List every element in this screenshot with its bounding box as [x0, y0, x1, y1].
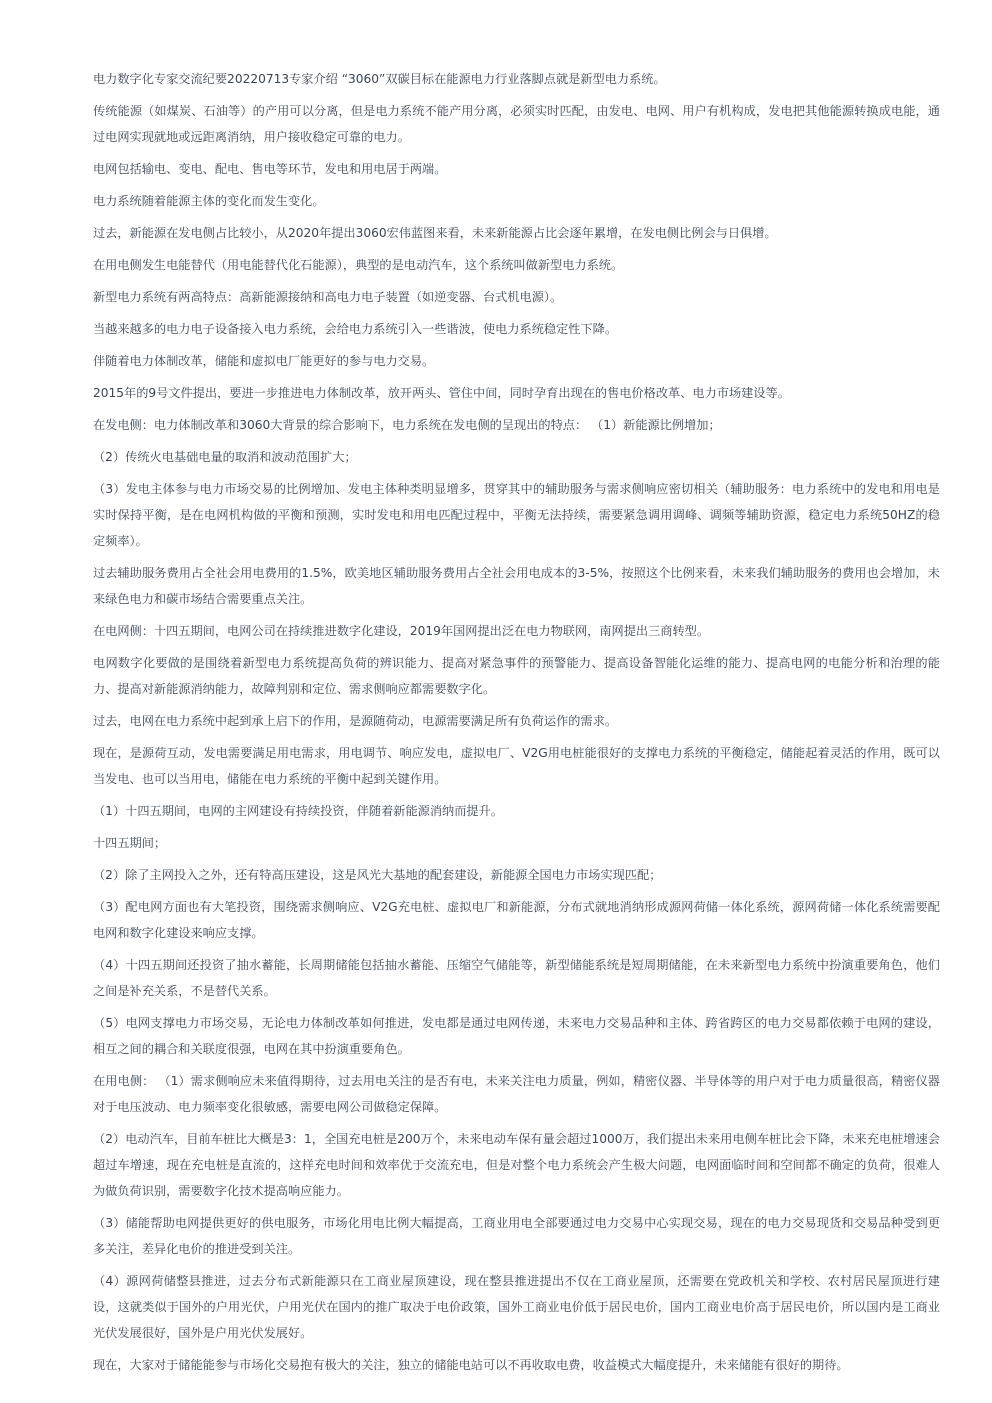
paragraph: 电力数字化专家交流纪要20220713专家介绍 “3060”双碳目标在能源电力行业落脚点就是新型电力系统。 [93, 72, 666, 86]
paragraph: （5）电网支撑电力市场交易，无论电力体制改革如何推进，发电都是通过电网传递，未来电力交易品种和主体、跨省跨区的电力交易都依赖于电网的建设，相互之间的耦合和关联度很强，电网在其中扮演重要角色。 [93, 1016, 940, 1056]
paragraph: 十四五期间； [93, 836, 167, 850]
paragraph: （2）传统火电基础电量的取消和波动范围扩大； [93, 450, 357, 464]
paragraph: 在用电侧： （1）需求侧响应未来值得期待，过去用电关注的是否有电，未来关注电力质量，例如，精密仪器、半导体等的用户对于电力质量很高，精密仪器对于电压波动、电力频率变化很敏感，需要电网公司做稳定保障。 [93, 1074, 940, 1114]
paragraph: 传统能源（如煤炭、石油等）的产用可以分离，但是电力系统不能产用分离，必须实时匹配，由发电、电网、用户有机构成，发电把其他能源转换成电能，通过电网实现就地或远距离消纳，用户接收稳定可靠的电力。 [93, 104, 940, 144]
paragraph: 电网包括输电、变电、配电、售电等环节，发电和用电居于两端。 [93, 162, 447, 176]
paragraph: （3）储能帮助电网提供更好的供电服务，市场化用电比例大幅提高，工商业用电全部要通过电力交易中心实现交易，现在的电力交易现货和交易品种受到更多关注，差异化电价的推进受到关注。 [93, 1216, 940, 1256]
paragraph: （1）十四五期间，电网的主网建设有持续投资，伴随着新能源消纳而提升。 [93, 804, 503, 818]
paragraph: 现在，大家对于储能能参与市场化交易抱有极大的关注，独立的储能电站可以不再收取电费，收益模式大幅度提升，未来储能有很好的期待。 [93, 1358, 849, 1372]
paragraph: 伴随着电力体制改革，储能和虚拟电厂能更好的参与电力交易。 [93, 354, 435, 368]
paragraph: （2）除了主网投入之外，还有特高压建设，这是风光大基地的配套建设，新能源全国电力市场实现匹配； [93, 868, 662, 882]
paragraph: （3）发电主体参与电力市场交易的比例增加、发电主体种类明显增多，贯穿其中的辅助服务与需求侧响应密切相关（辅助服务：电力系统中的发电和用电是实时保持平衡，是在电网机构做的平衡和预测，实时发电和用电匹配过程中，平衡无法持续，需要紧急调用调峰、调频等辅助资源，稳定电力系统50HZ的稳定频率）。 [93, 482, 940, 548]
document-body [93, 66, 940, 1378]
paragraph: 在电网侧：十四五期间，电网公司在持续推进数字化建设，2019年国网提出泛在电力物联网，南网提出三商转型。 [93, 624, 710, 638]
paragraph: 过去，新能源在发电侧占比较小，从2020年提出3060宏伟蓝图来看，未来新能源占比会逐年累增，在发电侧比例会与日俱增。 [93, 226, 777, 240]
paragraph: 在发电侧：电力体制改革和3060大背景的综合影响下，电力系统在发电侧的呈现出的特点： （1）新能源比例增加； [93, 418, 721, 432]
paragraph: 新型电力系统有两高特点：高新能源接纳和高电力电子装置（如逆变器、台式机电源）。 [93, 290, 563, 304]
paragraph: （2）电动汽车，目前车桩比大概是3：1，全国充电桩是200万个，未来电动车保有量会超过1000万，我们提出未来用电侧车桩比会下降，未来充电桩增速会超过车增速，现在充电桩是直流的，这样充电时间和效率优于交流充电，但是对整个电力系统会产生极大问题，电网面临时间和空间都不确定的负荷，很难人为做负荷识别，需要数字化技术提高响应能力。 [93, 1132, 940, 1198]
paragraph: 现在，是源荷互动，发电需要满足用电需求，用电调节、响应发电，虚拟电厂、V2G用电桩能很好的支撑电力系统的平衡稳定，储能起着灵活的作用，既可以当发电、也可以当用电，储能在电力系统的平衡中起到关键作用。 [93, 746, 940, 786]
paragraph: 过去，电网在电力系统中起到承上启下的作用，是源随荷动，电源需要满足所有负荷运作的需求。 [93, 714, 618, 728]
paragraph: 在用电侧发生电能替代（用电能替代化石能源），典型的是电动汽车，这个系统叫做新型电力系统。 [93, 258, 624, 272]
paragraph: 电网数字化要做的是围绕着新型电力系统提高负荷的辨识能力、提高对紧急事件的预警能力、提高设备智能化运维的能力、提高电网的电能分析和治理的能力、提高对新能源消纳能力，故障判别和定位、需求侧响应都需要数字化。 [93, 656, 940, 696]
paragraph: （4）十四五期间还投资了抽水蓄能，长周期储能包括抽水蓄能、压缩空气储能等，新型储能系统是短周期储能，在未来新型电力系统中扮演重要角色，他们之间是补充关系，不是替代关系。 [93, 958, 940, 998]
paragraph: （4）源网荷储整县推进，过去分布式新能源只在工商业屋顶建设，现在整县推进提出不仅在工商业屋顶，还需要在党政机关和学校、农村居民屋顶进行建设，这就类似于国外的户用光伏，户用光伏在国内的推广取决于电价政策，国外工商业电价低于居民电价，国内工商业电价高于居民电价，所以国内是工商业光伏发展很好，国外是户用光伏发展好。 [93, 1274, 940, 1340]
paragraph: 过去辅助服务费用占全社会用电费用的1.5%，欧美地区辅助服务费用占全社会用电成本的3-5%，按照这个比例来看，未来我们辅助服务的费用也会增加，未来绿色电力和碳市场结合需要重点关注。 [93, 566, 940, 606]
paragraph: （3）配电网方面也有大笔投资，围绕需求侧响应、V2G充电桩、虚拟电厂和新能源，分布式就地消纳形成源网荷储一体化系统，源网荷储一体化系统需要配电网和数字化建设来响应支撑。 [93, 900, 940, 940]
paragraph: 当越来越多的电力电子设备接入电力系统，会给电力系统引入一些谐波，使电力系统稳定性下降。 [93, 322, 618, 336]
paragraph: 2015年的9号文件提出，要进一步推进电力体制改革，放开两头、管住中间，同时孕育出现在的售电价格改革、电力市场建设等。 [93, 386, 790, 400]
paragraph: 电力系统随着能源主体的变化而发生变化。 [93, 194, 325, 208]
